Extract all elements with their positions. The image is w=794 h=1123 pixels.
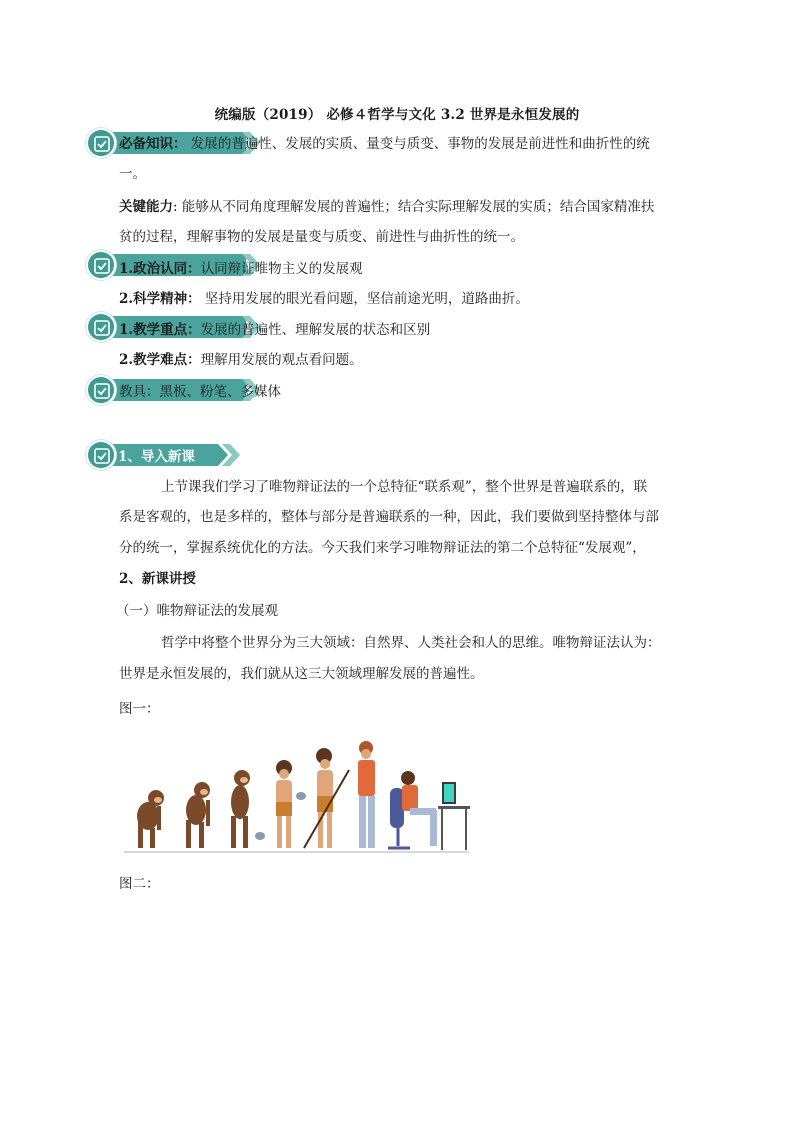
figure-2-label: 图二：: [119, 876, 160, 892]
focus-label-1: 1.教学重点：: [119, 322, 201, 338]
lesson-heading-text: 2、新课讲授: [119, 571, 196, 587]
tools-line: 教具：黑板、粉笔、多媒体: [119, 384, 281, 400]
ability-text-1: : 能够从不同角度理解发展的普遍性；结合实际理解发展的实质；结合国家精准扶: [173, 199, 655, 215]
ape-figure-1: [137, 790, 164, 848]
lesson-heading: [119, 569, 196, 589]
intro-line-2: 系是客观的，也是多样的，整体与部分是普遍联系的一种，因此，我们要做到坚持整体与部: [119, 509, 659, 525]
focus-item-2: [119, 350, 363, 370]
focus-item-1: [119, 320, 430, 340]
check-circle-icon: [86, 128, 116, 158]
figure-1-label: 图一：: [119, 701, 160, 717]
literacy-text-2: 坚持用发展的眼光看问题，坚信前途光明，道路曲折。: [204, 291, 529, 307]
knowledge-line-2: 一。: [119, 166, 146, 182]
knowledge-label: 必备知识：: [119, 136, 187, 152]
focus-text-2: 理解用发展的观点看问题。: [200, 352, 363, 368]
ability-line-1: [119, 197, 654, 217]
lesson-sub-heading: （一）唯物辩证法的发展观: [116, 603, 278, 619]
literacy-text-1: 认同辩证唯物主义的发展观: [200, 261, 363, 277]
literacy-item-2: [119, 289, 529, 309]
ability-label: 关键能力: [119, 199, 173, 215]
hominid-figure-3: [231, 770, 265, 848]
intro-line-3: 分的统一，掌握系统优化的方法。今天我们来学习唯物辩证法的第二个总特征“发展观”，: [119, 540, 646, 556]
literacy-label-2: 2.科学精神：: [119, 291, 201, 307]
literacy-label-1: 1.政治认同：: [119, 261, 201, 277]
ability-line-2: 贫的过程，理解事物的发展是量变与质变、前进性与曲折性的统一。: [119, 229, 524, 245]
caveman-figure-5: [304, 748, 349, 848]
evolution-illustration: [124, 740, 474, 858]
lesson-line-2: 世界是永恒发展的，我们就从这三大领域理解发展的普遍性。: [119, 666, 484, 682]
computer-user-figure-7: [388, 771, 470, 850]
ape-figure-2: [186, 782, 210, 848]
check-circle-icon: [86, 375, 116, 405]
knowledge-line-1: [119, 134, 650, 154]
modern-man-figure-6: [358, 741, 375, 848]
intro-banner-label: 1、导入新课: [118, 449, 195, 465]
literacy-item-1: [119, 259, 363, 279]
intro-line-1: 上节课我们学习了唯物辩证法的一个总特征“联系观”，整个世界是普遍联系的，联: [161, 479, 648, 495]
focus-label-2: 2.教学难点：: [119, 352, 201, 368]
lesson-line-1: 哲学中将整个世界分为三大领域：自然界、人类社会和人的思维。唯物辩证法认为：: [161, 635, 661, 651]
document-title: 统编版（2019） 必修４哲学与文化 3.2 世界是永恒发展的: [214, 107, 580, 123]
caveman-figure-4: [276, 760, 306, 848]
banner-stripes: [206, 440, 256, 470]
check-circle-icon: [86, 312, 116, 342]
check-circle-icon: [86, 440, 116, 470]
focus-text-1: 发展的普遍性、理解发展的状态和区别: [200, 322, 431, 338]
check-circle-icon: [86, 250, 116, 280]
knowledge-text-1: 发展的普遍性、发展的实质、量变与质变、事物的发展是前进性和曲折性的统: [190, 136, 650, 152]
